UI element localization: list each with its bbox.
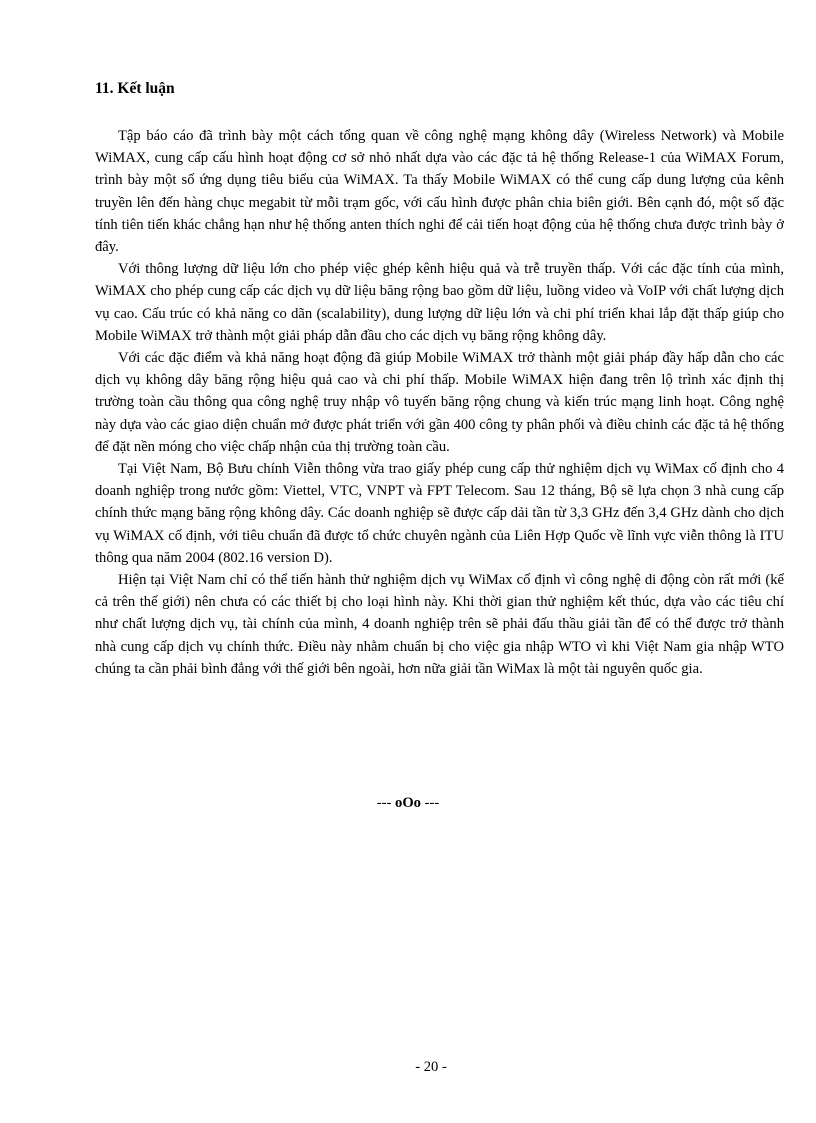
body-text <box>95 125 784 680</box>
separator-mark: oOo <box>395 795 421 811</box>
paragraph-features: Với các đặc điểm và khả năng hoạt động đã giúp Mobile WiMAX trở thành một giải pháp đầy hấp dẫn cho các dịch vụ không dây băng rộng hiệu quả cao và chi phí thấp. Mobile WiMAX hiện đang trên lộ trình xác định thị trường toàn cầu thông qua công nghệ truy nhập vô tuyến băng rộng chung và kiến trúc mạng linh hoạt. Công nghệ này dựa vào các giao diện chuẩn mở được phát triển với gần 400 công ty phân phối và điều chỉnh các đặc tả hệ thống để đặt nền móng cho việc chấp nhận của thị trường toàn cầu. <box>95 350 784 455</box>
section-separator <box>0 793 816 813</box>
section-heading: 11. Kết luận <box>95 80 175 97</box>
paragraph-throughput: Với thông lượng dữ liệu lớn cho phép việc ghép kênh hiệu quả và trễ truyền thấp. Với các đặc tính của mình, WiMAX cho phép cung cấp các dịch vụ dữ liệu băng rộng bao gồm dữ liệu, luồng video và VoIP với chất lượng dịch vụ cao. Cấu trúc có khả năng co dãn (scalability), dung lượng dữ liệu lớn và chi phí triển khai lắp đặt thấp giúp cho Mobile WiMAX trở thành một giải pháp dẫn đầu cho các dịch vụ băng rộng không dây. <box>95 261 784 344</box>
paragraph-vietnam-license: Tại Việt Nam, Bộ Bưu chính Viễn thông vừa trao giấy phép cung cấp thử nghiệm dịch vụ WiMax cố định cho 4 doanh nghiệp trong nước gồm: Viettel, VTC, VNPT và FPT Telecom. Sau 12 tháng, Bộ sẽ lựa chọn 3 nhà cung cấp chính thức mạng băng rộng không dây. Các doanh nghiệp sẽ được cấp dải tần từ 3,3 GHz đến 3,4 GHz dành cho dịch vụ WiMAX cố định, với tiêu chuẩn đã được tổ chức chuyên ngành của Liên Hợp Quốc về lĩnh vực viễn thông là ITU thông qua năm 2004 (802.16 version D). <box>95 461 784 566</box>
page-number: - 20 - <box>415 1059 447 1075</box>
paragraph-vietnam-trial: Hiện tại Việt Nam chỉ có thể tiến hành thử nghiệm dịch vụ WiMax cố định vì công nghệ di động còn rất mới (kể cả trên thế giới) nên chưa có các thiết bị cho loại hình này. Khi thời gian thử nghiệm kết thúc, dựa vào các tiêu chí như chất lượng dịch vụ, tài chính của mình, 4 doanh nghiệp trên sẽ phải đấu thầu giải tần để có thể được trở thành nhà cung cấp dịch vụ chính thức. Điều này nhằm chuẩn bị cho việc gia nhập WTO vì khi Việt Nam gia nhập WTO chúng ta cần phải bình đẳng với thế giới bên ngoài, hơn nữa giải tần WiMax là một tài nguyên quốc gia. <box>95 572 784 677</box>
separator-left-dashes: --- <box>376 795 392 811</box>
separator-right-dashes: --- <box>424 795 440 811</box>
paragraph-summary: Tập báo cáo đã trình bày một cách tổng quan về công nghệ mạng không dây (Wireless Network) và Mobile WiMAX, cung cấp cấu hình hoạt động cơ sở nhỏ nhất dựa vào các đặc tả hệ thống Release-1 của WiMAX Forum, trình bày một số ứng dụng tiêu biểu của WiMAX. Ta thấy Mobile WiMAX có thể cung cấp dung lượng của kênh truyền lên đến hàng chục megabit từ mỗi trạm gốc, với cấu hình được phân chia biên giới. Bên cạnh đó, một số đặc tính tiên tiến khác chẳng hạn như hệ thống anten thích nghi để cải tiến hoạt động của hệ thống chưa được trình bày ở đây. <box>95 128 784 256</box>
